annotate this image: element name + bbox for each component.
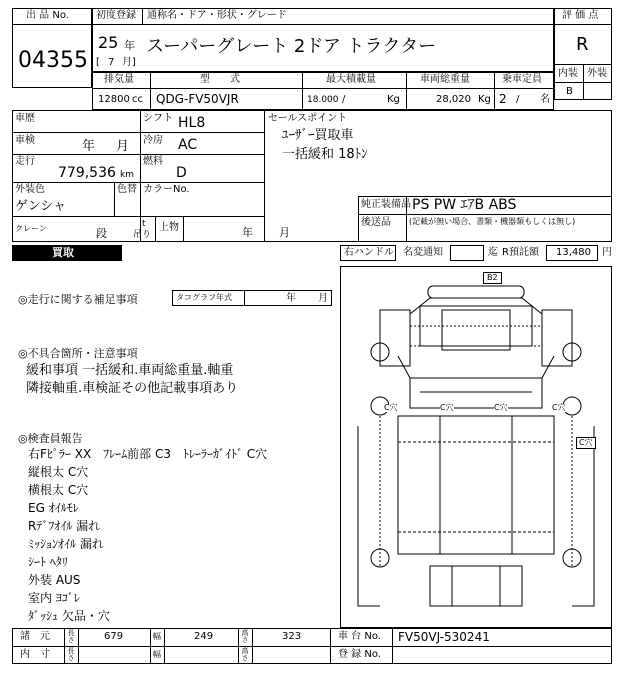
tacho-year: 年 bbox=[286, 293, 296, 304]
sales-point-label: セールスポイント bbox=[268, 113, 348, 124]
mileage-unit: km bbox=[120, 170, 134, 180]
lot-number: 04355 bbox=[18, 48, 88, 73]
displacement-value: 12800 bbox=[98, 94, 130, 105]
load-kg: Kg bbox=[387, 94, 400, 105]
report-line: 外装 AUS bbox=[28, 573, 81, 587]
buyback-label: 買取 bbox=[52, 246, 74, 259]
length-label: 長さ bbox=[67, 629, 75, 644]
damage-mark-b2: B2 bbox=[483, 272, 502, 284]
name-change-label: 名変通知 bbox=[403, 247, 443, 258]
aftermarket-note: (記載が無い場合、書類・機器類もしくは無し) bbox=[409, 217, 576, 226]
gvw-kg: Kg bbox=[478, 94, 491, 105]
inner-dims-label: 内 寸 bbox=[20, 649, 50, 660]
upper-year: 年 bbox=[242, 226, 253, 239]
displacement-label: 排気量 bbox=[104, 74, 134, 85]
damage-mark-c-hole-4: C穴 bbox=[552, 403, 566, 412]
cc-unit: cc bbox=[132, 94, 143, 105]
registration-label: 登 録 No. bbox=[338, 649, 381, 660]
bumper-top-outline bbox=[398, 356, 554, 378]
height-label: 高さ bbox=[241, 629, 249, 644]
chassis-frame bbox=[398, 416, 554, 554]
mileage-label: 走行 bbox=[15, 156, 35, 167]
inspection-label: 車検 bbox=[15, 135, 35, 146]
damage-mark-c-hole-5: C穴 bbox=[576, 437, 596, 449]
history-label: 車歴 bbox=[15, 113, 35, 124]
defect-line1: 緩和事項 一括緩和.車両総重量.軸重 bbox=[26, 363, 234, 378]
crane-ton: t bbox=[142, 219, 146, 229]
capacity-unit: 名 bbox=[540, 94, 550, 105]
damage-mark-c-hole-1: C穴 bbox=[384, 403, 398, 412]
capacity-slash: / bbox=[516, 94, 520, 105]
cross-members bbox=[398, 442, 554, 532]
rating-value: R bbox=[576, 34, 589, 55]
damage-mark-c-hole-3: C穴 bbox=[494, 403, 508, 412]
vehicle-title: スーパーグレート 2ドア トラクター bbox=[146, 36, 437, 57]
inspector-report-label: ◎検査員報告 bbox=[18, 432, 83, 445]
sales-point-line1: ﾕｰｻﾞｰ買取車 bbox=[282, 128, 354, 143]
front-face-outline bbox=[410, 378, 542, 408]
left-side-profile bbox=[358, 426, 380, 606]
right-side-profile bbox=[572, 426, 594, 606]
model-label: 型 式 bbox=[200, 74, 240, 85]
truck-diagram bbox=[340, 266, 612, 628]
mileage-value: 779,536 bbox=[58, 165, 116, 181]
color-no-label: カラーNo. bbox=[143, 184, 190, 195]
report-line: ﾀﾞｯｼｭ 欠品・穴 bbox=[28, 609, 110, 623]
defects-label: ◎不具合箇所・注意事項 bbox=[18, 347, 138, 360]
gvw-label: 車両総重量 bbox=[420, 74, 470, 85]
load-slash: / bbox=[342, 94, 346, 105]
inspection-month-unit: 月 bbox=[116, 139, 130, 154]
windshield-outline bbox=[442, 310, 510, 350]
chassis-value: FV50VJ-530241 bbox=[398, 630, 490, 644]
first-reg-label: 初度登録 bbox=[96, 10, 136, 21]
crane-label: クレーン bbox=[15, 224, 47, 233]
report-line: Rﾃﾞﾌｵｲﾙ 漏れ bbox=[28, 519, 101, 533]
load-label: 最大積載量 bbox=[326, 74, 376, 85]
shift-label: シフト bbox=[143, 113, 173, 124]
fuel-label: 燃料 bbox=[143, 156, 163, 167]
sales-point-line2: 一括緩和 18ﾄﾝ bbox=[282, 147, 368, 162]
recycle-label: R預託額 bbox=[502, 247, 539, 258]
fuel-value: D bbox=[176, 165, 187, 181]
ext-color-value: ゲンシャ bbox=[15, 199, 67, 214]
gvw-value: 28,020 bbox=[436, 94, 471, 105]
equipment-label: 純正装備品 bbox=[361, 199, 411, 210]
ext-color-label: 外装色 bbox=[15, 184, 45, 195]
color-change-label: 色替 bbox=[117, 184, 137, 195]
report-line: 右Fﾋﾟﾗｰ XX ﾌﾚｰﾑ前部 C3 ﾄﾚｰﾗｰｶﾞｲﾄﾞ C穴 bbox=[28, 447, 268, 461]
reg-month: 7 bbox=[108, 57, 115, 68]
driving-notes-label: ◎走行に関する補足事項 bbox=[18, 293, 138, 306]
rhd-label: 右ハンドル bbox=[344, 247, 394, 258]
interior-grade: B bbox=[566, 86, 573, 97]
inner-width-label: 幅 bbox=[153, 650, 161, 659]
report-line: ｼｰﾄ ﾍﾀﾘ bbox=[28, 555, 68, 569]
crane-stage: 段 bbox=[96, 227, 107, 240]
interior-label: 内装 bbox=[558, 68, 578, 79]
frame-rails bbox=[440, 416, 512, 554]
report-line: ﾐｯｼｮﾝｵｲﾙ 漏れ bbox=[28, 537, 104, 551]
month-close: 月] bbox=[122, 57, 136, 68]
crane-lift: 吊り bbox=[133, 230, 152, 240]
name-label: 通称名・ドア・形状・グレード bbox=[147, 10, 287, 21]
equipment-value: PS PW ｴｱB ABS bbox=[412, 197, 517, 213]
capacity-label: 乗車定員 bbox=[502, 74, 542, 85]
defect-line2: 隣接軸重.車検証その他記載事項あり bbox=[26, 381, 239, 396]
left-door-outline bbox=[380, 310, 410, 366]
width-label: 幅 bbox=[153, 632, 161, 641]
inner-length-label: 長さ bbox=[67, 647, 75, 662]
exterior-label: 外装 bbox=[587, 68, 607, 79]
width-value: 249 bbox=[194, 631, 214, 642]
report-line: EG ｵｲﾙﾓﾚ bbox=[28, 501, 79, 515]
cab-guide-lines bbox=[410, 326, 542, 346]
yen-unit: 円 bbox=[602, 247, 612, 258]
capacity-value: 2 bbox=[499, 92, 507, 106]
tacho-month: 月 bbox=[318, 293, 328, 304]
report-line: 縦根太 C穴 bbox=[28, 465, 89, 479]
recycle-value: 13,480 bbox=[556, 247, 591, 258]
height-value: 323 bbox=[282, 631, 302, 642]
due-label: 迄 bbox=[488, 247, 498, 258]
length-value: 679 bbox=[104, 631, 124, 642]
reg-year: 25 bbox=[98, 33, 119, 52]
ac-value: AC bbox=[178, 137, 198, 153]
right-door-outline bbox=[542, 310, 572, 366]
tacho-label: タコグラフ年式 bbox=[176, 293, 232, 302]
upper-month: 月 bbox=[279, 226, 290, 239]
report-line: 室内 ﾖｺﾞﾚ bbox=[28, 591, 80, 605]
rating-label: 評 価 点 bbox=[562, 10, 599, 21]
top-roof-outline bbox=[428, 286, 524, 298]
inner-height-label: 高さ bbox=[241, 647, 249, 662]
lot-label: 出 品 No. bbox=[26, 10, 69, 21]
load-value: 18.000 bbox=[307, 95, 339, 105]
aftermarket-label: 後送品 bbox=[361, 217, 391, 228]
damage-mark-c-hole-2: C穴 bbox=[440, 403, 454, 412]
month-open: [ bbox=[96, 57, 100, 68]
rear-body-lines bbox=[452, 566, 500, 606]
chassis-label: 車 台 No. bbox=[338, 631, 381, 642]
inspection-year-unit: 年 bbox=[82, 139, 96, 154]
model-value: QDG-FV50VJR bbox=[156, 92, 239, 106]
reg-year-unit: 年 bbox=[124, 39, 135, 52]
ac-label: 冷房 bbox=[143, 135, 163, 146]
report-line: 横根太 C穴 bbox=[28, 483, 89, 497]
dims-label: 諸 元 bbox=[20, 631, 50, 642]
shift-value: HL8 bbox=[178, 115, 206, 131]
upper-label: 上物 bbox=[159, 222, 179, 233]
name-change-date-box bbox=[450, 245, 484, 261]
rear-body-outline bbox=[430, 566, 522, 606]
